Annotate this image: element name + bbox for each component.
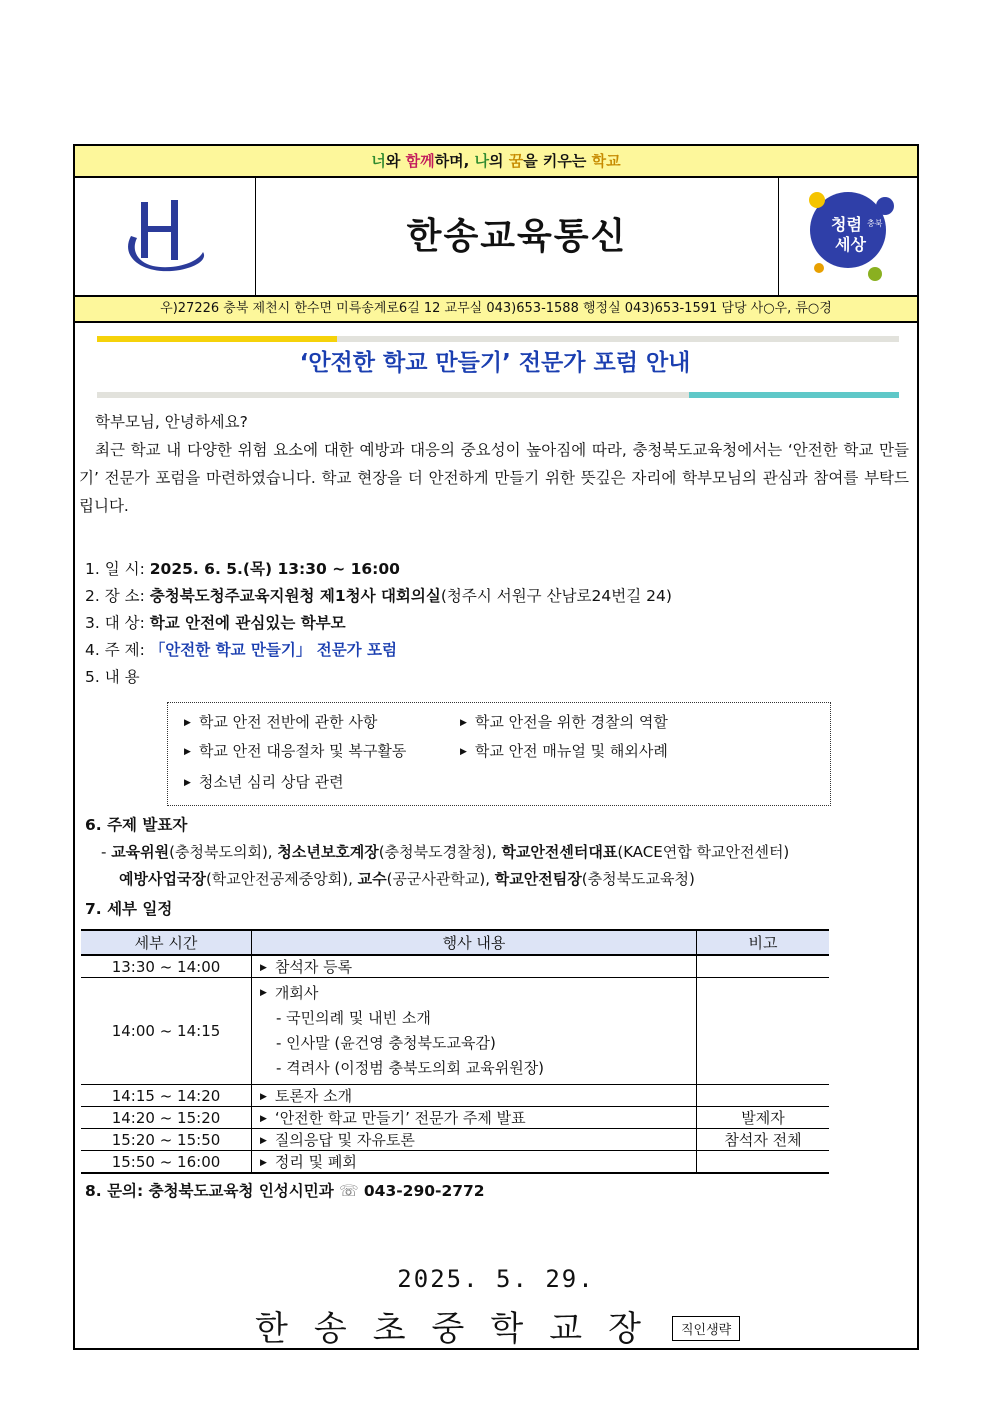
school-motto: [75, 146, 917, 178]
content-text: 학교 안전 전반에 관한 사항: [198, 713, 378, 731]
theme-value: 「안전한 학교 만들기」 전문가 포럼: [149, 641, 397, 659]
speaker-role: 학교안전팀장: [494, 870, 582, 888]
phone-icon: ☏: [339, 1182, 359, 1200]
bullet-triangle-icon: ▶: [260, 962, 267, 973]
row-note: 발제자: [697, 1107, 830, 1129]
table-row: [81, 1151, 829, 1174]
speakers-line-1: [101, 839, 789, 865]
motto-part: 꿈: [508, 152, 524, 170]
inquiry-label: 8. 문의: 충청북도교육청 인성시민과: [85, 1182, 340, 1200]
speaker-org: (공군사관학교),: [386, 870, 495, 888]
row-content-text: 질의응답 및 자유토론: [274, 1131, 415, 1149]
title-bar-yellow: [97, 336, 337, 342]
info-target: [85, 610, 346, 636]
row-content: [252, 1107, 697, 1129]
bullet-triangle-icon: ▶: [184, 746, 191, 757]
bullet-triangle-icon: ▶: [260, 1091, 267, 1102]
title-bar-gray-bottom: [97, 392, 689, 398]
row-content: [252, 978, 697, 1085]
issue-date: 2025. 5. 29.: [397, 1265, 595, 1293]
motto-part: 와: [385, 152, 406, 170]
bullet-triangle-icon: ▶: [260, 988, 267, 998]
title-rest: 전문가 포럼 안내: [510, 350, 691, 376]
inquiry-line: [85, 1178, 485, 1204]
newsletter-title: 한송교육통신: [256, 178, 779, 295]
speakers-line-2: [119, 866, 695, 892]
row-time: 14:15 ~ 14:20: [81, 1085, 252, 1107]
row-content-text: ‘안전한 학교 만들기’ 전문가 주제 발표: [274, 1109, 526, 1127]
seal-text-2: 세상: [835, 235, 866, 254]
speaker-role: 청소년보호계장: [277, 843, 379, 861]
motto-part: 너: [371, 152, 386, 170]
speakers-heading: [85, 812, 187, 838]
row-content-text: 정리 및 폐회: [274, 1153, 357, 1171]
title-quoted: ‘안전한 학교 만들기’: [299, 350, 511, 376]
speaker-org: (KACE연합 학교안전센터): [617, 843, 790, 861]
bullet-triangle-icon: ▶: [184, 717, 191, 728]
title-bar-gray: [337, 336, 899, 342]
bullet-triangle-icon: ▶: [184, 777, 191, 788]
title-bar-teal: [689, 392, 899, 398]
content-label: 5. 내 용: [85, 668, 140, 686]
speaker-org: (충청북도교육청): [581, 870, 695, 888]
info-place: [85, 583, 672, 609]
row-note: [697, 955, 830, 978]
motto-part: 을 키우는: [523, 152, 592, 170]
school-logo-cell: [75, 178, 256, 295]
integrity-seal-cell: [779, 178, 917, 295]
speakers-label: 6. 주제 발표자: [85, 816, 188, 834]
row-note: [697, 978, 830, 1085]
table-row: [81, 955, 829, 978]
content-item: [184, 711, 377, 732]
speaker-org: (충청북도의회),: [169, 843, 278, 861]
content-item: [460, 740, 668, 761]
place-label: 2. 장 소:: [85, 587, 145, 605]
header-note: 비고: [697, 930, 830, 955]
motto-part: 함께: [405, 152, 435, 170]
row-sub-item: - 국민의례 및 내빈 소개: [276, 1009, 431, 1027]
newsletter-header: [75, 178, 917, 297]
contact-address: 우)27226 충북 제천시 한수면 미륵송계로6길 12 교무실 043)653-1588 행정실 043)653-1591 담당 사○우, 류○경: [75, 297, 917, 323]
row-time: 13:30 ~ 14:00: [81, 955, 252, 978]
bullet-triangle-icon: ▶: [260, 1135, 267, 1146]
newsletter-frame: [73, 144, 919, 1350]
content-text: 학교 안전 매뉴얼 및 해외사례: [474, 742, 668, 760]
header-time: 세부 시간: [81, 930, 252, 955]
header-content: 행사 내용: [252, 930, 697, 955]
info-date: [85, 556, 400, 582]
row-note: 참석자 전체: [697, 1129, 830, 1151]
bullet-triangle-icon: ▶: [460, 717, 467, 728]
speaker-org: (충청북도경찰청),: [378, 843, 502, 861]
integrity-seal-icon: [779, 178, 917, 295]
row-sub-item: - 격려사 (이정범 충북도의회 교육위원장): [276, 1059, 545, 1077]
theme-label: 4. 주 제:: [85, 641, 145, 659]
content-item: [184, 740, 406, 761]
date-label: 1. 일 시:: [85, 560, 145, 578]
seal-omitted-stamp: 직인생략: [672, 1316, 740, 1341]
table-row: [81, 1085, 829, 1107]
info-content: [85, 664, 140, 690]
row-note: [697, 1085, 830, 1107]
row-content: [252, 955, 697, 978]
row-content-text: 토론자 소개: [274, 1087, 353, 1105]
schedule-heading: [85, 896, 172, 922]
content-item: [460, 711, 668, 732]
table-header-row: [81, 930, 829, 955]
motto-part: 하며,: [434, 152, 475, 170]
motto-part: 나: [474, 152, 489, 170]
intro-paragraph: 최근 학교 내 다양한 위험 요소에 대한 예방과 대응의 중요성이 높아짐에 따라, 충청북도교육청에서는 ‘안전한 학교 만들기’ 전문가 포럼을 마련하였습니다. 학교 현장을 더 안전하게 만들기 위한 뜻깊은 자리에 학부모님의 관심과 참여를 부탁드립니다.: [79, 441, 909, 515]
row-time: 15:20 ~ 15:50: [81, 1129, 252, 1151]
row-time: 15:50 ~ 16:00: [81, 1151, 252, 1174]
row-content: [252, 1129, 697, 1151]
target-label: 3. 대 상:: [85, 614, 145, 632]
motto-part: 학교: [591, 152, 621, 170]
speaker-org: (학교안전공제중앙회),: [205, 870, 358, 888]
row-time: 14:20 ~ 15:20: [81, 1107, 252, 1129]
speaker-role: 예방사업국장: [119, 870, 206, 888]
speaker-role: 교수: [357, 870, 387, 888]
speaker-role: 교육위원: [111, 843, 170, 861]
schedule-label: 7. 세부 일정: [85, 900, 173, 918]
row-content-text: 개회사: [274, 984, 319, 1002]
row-note: [697, 1151, 830, 1174]
speaker-dash: -: [101, 843, 112, 861]
schedule-table: [81, 929, 829, 1174]
signer-name: 한송초중학교장: [255, 1309, 667, 1349]
bullet-triangle-icon: ▶: [260, 1157, 267, 1168]
table-row: [81, 1129, 829, 1151]
seal-text-1: 청렴: [831, 215, 862, 234]
inquiry-phone: 043-290-2772: [358, 1182, 485, 1200]
greeting: 학부모님, 안녕하세요?: [95, 413, 248, 431]
table-row: [81, 1107, 829, 1129]
row-sub-item: - 인사말 (윤건영 충청북도교육감): [276, 1034, 496, 1052]
speaker-role: 학교안전센터대표: [501, 843, 618, 861]
row-time: 14:00 ~ 14:15: [81, 978, 252, 1085]
date-value: 2025. 6. 5.(목) 13:30 ~ 16:00: [149, 560, 400, 578]
motto-part: 의: [489, 152, 509, 170]
content-text: 학교 안전 대응절차 및 복구활동: [198, 742, 407, 760]
place-address: (청주시 서원구 산남로24번길 24): [440, 587, 672, 605]
table-row: [81, 978, 829, 1085]
content-item: [184, 771, 344, 792]
seal-small-text: 충북: [867, 219, 883, 228]
target-value: 학교 안전에 관심있는 학부모: [149, 614, 346, 632]
row-content: [252, 1151, 697, 1174]
info-theme: [85, 637, 397, 663]
content-text: 학교 안전을 위한 경찰의 역할: [474, 713, 668, 731]
place-name: 충청북도청주교육지원청 제1청사 대회의실: [149, 587, 441, 605]
row-content: [252, 1085, 697, 1107]
bullet-triangle-icon: ▶: [260, 1113, 267, 1124]
bullet-triangle-icon: ▶: [460, 746, 467, 757]
content-text: 청소년 심리 상담 관련: [198, 773, 344, 791]
notice-title: [95, 344, 895, 377]
row-content-text: 참석자 등록: [274, 958, 353, 976]
school-logo-icon: [75, 178, 255, 295]
content-box: [167, 702, 831, 806]
